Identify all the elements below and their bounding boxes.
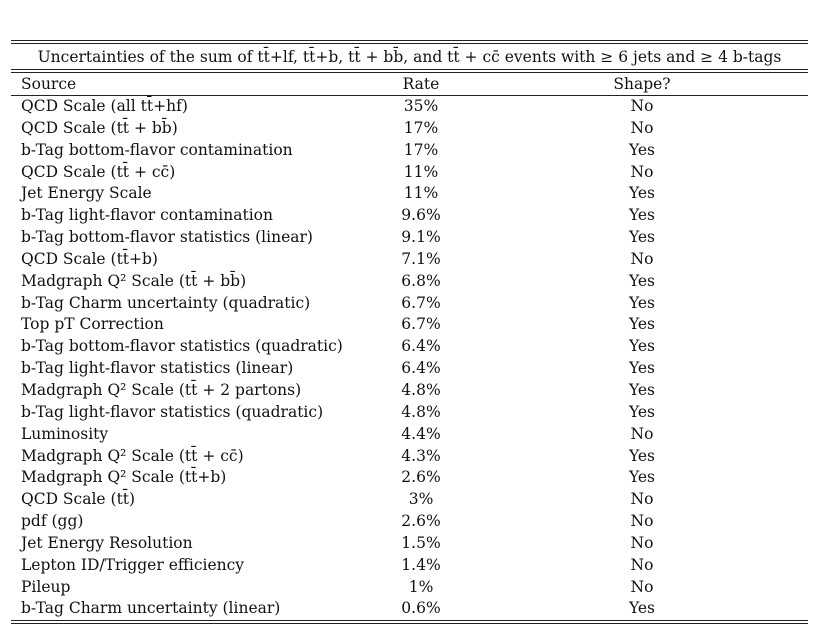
row-shape: Yes: [628, 446, 655, 465]
row-source: QCD Scale (tt̄+b): [21, 249, 158, 268]
table-row: [11, 249, 808, 271]
table-row: [11, 577, 808, 599]
row-shape: Yes: [628, 599, 655, 618]
row-source: pdf (gg): [21, 512, 84, 531]
row-rate: 2.6%: [401, 512, 441, 531]
row-rate: 4.8%: [401, 380, 441, 399]
row-rate: 3%: [408, 490, 434, 509]
row-source: QCD Scale (tt̄ + cc̄): [21, 162, 176, 181]
row-rate: 4.3%: [401, 446, 441, 465]
table-row: [11, 511, 808, 533]
table-header: [11, 73, 808, 96]
table-row: [11, 118, 808, 140]
row-rate: 11%: [403, 184, 439, 203]
row-shape: Yes: [628, 337, 655, 356]
row-source: Madgraph Q² Scale (tt̄ + cc̄): [21, 446, 244, 465]
header-source: Source: [21, 75, 77, 93]
uncertainty-table: [11, 73, 808, 620]
header-rate: Rate: [402, 75, 440, 93]
row-rate: 17%: [403, 118, 439, 137]
row-source: b-Tag light-flavor statistics (quadratic): [21, 402, 324, 421]
row-shape: Yes: [628, 468, 655, 487]
table-row: [11, 140, 808, 162]
row-source: QCD Scale (tt̄ + bb̄): [21, 118, 178, 137]
row-shape: Yes: [628, 184, 655, 203]
table-row: [11, 183, 808, 205]
row-rate: 6.7%: [401, 293, 441, 312]
row-shape: Yes: [628, 359, 655, 378]
table-row: [11, 271, 808, 293]
row-shape: No: [630, 577, 654, 596]
row-shape: No: [630, 97, 654, 115]
row-source: b-Tag bottom-flavor statistics (linear): [21, 228, 313, 247]
row-source: b-Tag bottom-flavor contamination: [21, 140, 293, 159]
row-rate: 1.4%: [401, 555, 441, 574]
row-shape: No: [630, 249, 654, 268]
row-rate: 4.4%: [401, 424, 441, 443]
table-row: [11, 467, 808, 489]
row-shape: No: [630, 424, 654, 443]
row-source: Madgraph Q² Scale (tt̄ + 2 partons): [21, 380, 302, 399]
row-shape: Yes: [628, 380, 655, 399]
row-source: b-Tag light-flavor statistics (linear): [21, 359, 294, 378]
row-source: b-Tag light-flavor contamination: [21, 206, 273, 225]
row-rate: 0.6%: [401, 599, 441, 618]
row-rate: 1%: [408, 577, 434, 596]
row-shape: Yes: [628, 402, 655, 421]
table-row: [11, 598, 808, 620]
uncertainty-table-block: [11, 40, 808, 624]
row-source: QCD Scale (tt̄): [21, 490, 136, 509]
table-row: [11, 96, 808, 118]
row-source: Madgraph Q² Scale (tt̄+b): [21, 468, 227, 487]
row-rate: 17%: [403, 140, 439, 159]
row-source: b-Tag bottom-flavor statistics (quadratic): [21, 337, 343, 356]
row-rate: 6.4%: [401, 337, 441, 356]
row-source: Lepton ID/Trigger efficiency: [21, 555, 245, 574]
row-rate: 9.6%: [401, 206, 441, 225]
row-shape: No: [630, 118, 654, 137]
row-source: b-Tag Charm uncertainty (linear): [21, 599, 281, 618]
row-shape: Yes: [628, 140, 655, 159]
table-row: [11, 227, 808, 249]
table-row: [11, 336, 808, 358]
row-shape: No: [630, 490, 654, 509]
row-rate: 2.6%: [401, 468, 441, 487]
table-row: [11, 424, 808, 446]
table-row: [11, 555, 808, 577]
table-body: [11, 96, 808, 621]
table-row: [11, 533, 808, 555]
row-rate: 1.5%: [401, 533, 441, 552]
table-row: [11, 162, 808, 184]
row-rate: 4.8%: [401, 402, 441, 421]
row-shape: Yes: [628, 271, 655, 290]
row-rate: 9.1%: [401, 228, 441, 247]
table-row: [11, 489, 808, 511]
row-shape: No: [630, 162, 654, 181]
row-rate: 7.1%: [401, 249, 441, 268]
row-shape: No: [630, 512, 654, 531]
header-row: [11, 73, 808, 96]
table-row: [11, 293, 808, 315]
table-row: [11, 314, 808, 336]
row-shape: Yes: [628, 206, 655, 225]
row-shape: No: [630, 555, 654, 574]
row-rate: 11%: [403, 162, 439, 181]
row-rate: 6.7%: [401, 315, 441, 334]
table-row: [11, 446, 808, 468]
row-rate: 6.8%: [401, 271, 441, 290]
row-source: Luminosity: [21, 424, 109, 443]
table-row: [11, 358, 808, 380]
row-source: b-Tag Charm uncertainty (quadratic): [21, 293, 311, 312]
row-rate: 6.4%: [401, 359, 441, 378]
row-source: Madgraph Q² Scale (tt̄ + bb̄): [21, 271, 247, 290]
table-row: [11, 205, 808, 227]
row-source: Jet Energy Scale: [21, 184, 152, 203]
header-shape: Shape?: [613, 75, 671, 93]
row-source: Jet Energy Resolution: [21, 533, 193, 552]
row-shape: Yes: [628, 293, 655, 312]
row-rate: 35%: [403, 97, 439, 115]
row-source: Pileup: [21, 577, 71, 596]
row-shape: Yes: [628, 315, 655, 334]
table-row: [11, 402, 808, 424]
row-source: QCD Scale (all tt̄+hf): [21, 97, 188, 115]
table-caption: Uncertainties of the sum of tt̄+lf, tt̄+b, tt̄ + bb̄, and tt̄ + cc̄ events with ≥ 6 jets and ≥ 4 b-tags: [37, 47, 782, 66]
table-row: [11, 380, 808, 402]
row-shape: Yes: [628, 228, 655, 247]
bottom-double-rule: [11, 620, 808, 624]
row-shape: No: [630, 533, 654, 552]
row-source: Top pT Correction: [21, 315, 164, 334]
